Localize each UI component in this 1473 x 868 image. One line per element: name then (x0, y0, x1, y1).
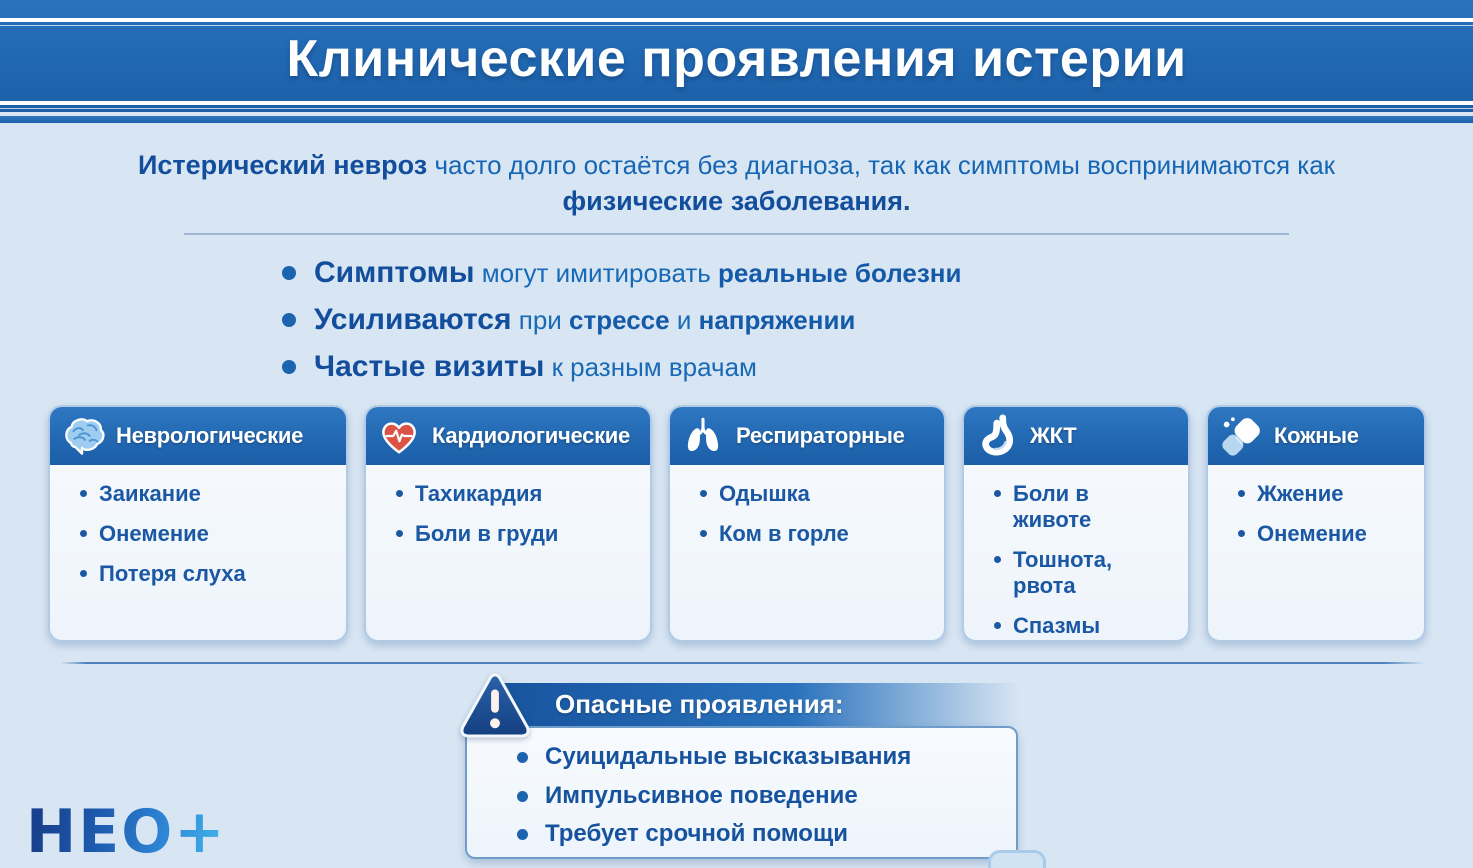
banner-divider-line (0, 18, 1473, 22)
key-point-regular: и (676, 305, 692, 336)
banner-accent-strip (0, 116, 1473, 123)
bullet-dot (517, 752, 528, 763)
bullet-dot (80, 570, 87, 577)
symptom-item (80, 481, 338, 507)
card-title: Кардиологические (432, 422, 630, 448)
symptom-item (396, 521, 642, 547)
bullet-dot (517, 829, 528, 840)
patch-icon (1218, 413, 1264, 459)
symptom-label: Потеря слуха (99, 560, 246, 586)
bullet-dot (994, 622, 1001, 629)
bullet-dot (282, 266, 296, 280)
warning-triangle-icon (456, 670, 534, 742)
card-gastrointestinal (962, 405, 1190, 642)
card-symptom-list (366, 465, 650, 561)
card-header (366, 407, 650, 465)
banner-divider-line (0, 108, 1473, 109)
lungs-icon (680, 413, 726, 459)
heart-ekg-icon (376, 413, 422, 459)
bullet-dot (700, 530, 707, 537)
card-title: Неврологические (116, 422, 304, 448)
key-point-lead: Усиливаются (314, 303, 512, 337)
bullet-dot (80, 530, 87, 537)
bullet-dot (282, 313, 296, 327)
intro-text (127, 147, 1347, 220)
symptom-label: Одышка (719, 480, 810, 506)
key-point-emphasis: стрессе (569, 305, 670, 336)
warning-label: Требует срочной помощи (545, 820, 848, 848)
symptom-label: Заикание (99, 480, 201, 506)
warning-box (465, 726, 1018, 859)
key-point (282, 303, 1473, 338)
card-skin (1206, 405, 1426, 642)
key-point (282, 256, 1473, 291)
symptom-label: Онемение (1257, 520, 1367, 546)
symptom-label: Онемение (99, 520, 209, 546)
card-title: Кожные (1274, 422, 1359, 448)
card-title: ЖКТ (1030, 422, 1077, 448)
key-point-regular: при (518, 305, 562, 336)
key-point-emphasis: реальные болезни (718, 258, 962, 289)
symptom-label: Тахикардия (415, 480, 543, 506)
symptom-label: Спазмы (1013, 612, 1101, 638)
neo-plus-logo: НЕО+ (26, 797, 227, 867)
bullet-dot (396, 530, 403, 537)
symptom-label: Жжение (1257, 480, 1344, 506)
intro-tail-bold: физические заболевания. (562, 186, 911, 217)
divider-line (60, 662, 1425, 664)
symptom-item (1238, 521, 1416, 547)
symptom-item (994, 481, 1180, 533)
symptom-item (80, 561, 338, 587)
bullet-dot (994, 490, 1001, 497)
brain-icon (60, 413, 106, 459)
banner-divider-line (0, 101, 1473, 105)
key-point-regular: к разным врачам (551, 352, 757, 383)
symptom-item (994, 613, 1180, 639)
bullet-dot (994, 556, 1001, 563)
card-symptom-list (670, 465, 944, 561)
divider-line (184, 233, 1289, 235)
banner-divider-line (0, 25, 1473, 26)
symptom-label: Боли в груди (415, 520, 559, 546)
symptom-cards-row (0, 405, 1473, 642)
bullet-dot (396, 490, 403, 497)
card-neurological (48, 405, 348, 642)
title-banner (0, 0, 1473, 112)
page-title: Клинические проявления истерии (286, 30, 1187, 88)
key-points-list (282, 256, 1473, 385)
card-symptom-list (964, 465, 1188, 642)
symptom-item (80, 521, 338, 547)
symptom-item (700, 481, 936, 507)
card-title: Респираторные (736, 422, 905, 448)
bullet-dot (282, 360, 296, 374)
stomach-icon (974, 413, 1020, 459)
symptom-label: Тошнота, рвота (1013, 546, 1113, 598)
symptom-label: Боли в животе (1013, 480, 1092, 532)
card-header (964, 407, 1188, 465)
intro-lead-bold: Истерический невроз (137, 150, 428, 180)
key-point-emphasis: напряжении (698, 305, 856, 336)
warning-title: Опасные проявления: (555, 688, 844, 719)
card-header (50, 407, 346, 465)
warning-label: Суицидальные высказывания (545, 742, 912, 770)
warning-header-band (497, 683, 1037, 726)
bullet-dot (517, 791, 528, 802)
card-header (670, 407, 944, 465)
card-symptom-list (50, 465, 346, 601)
symptom-item (700, 521, 936, 547)
bullet-dot (1238, 530, 1245, 537)
warning-item (517, 782, 1006, 811)
key-point-lead: Частые визиты (314, 350, 545, 384)
key-point-regular: могут имитировать (481, 258, 711, 289)
card-symptom-list (1208, 465, 1424, 561)
decorative-shape (988, 850, 1046, 868)
bullet-dot (80, 490, 87, 497)
key-point (282, 350, 1473, 385)
bullet-dot (700, 490, 707, 497)
intro-body-text: часто долго остаётся без диагноза, так как симптомы воспринимаются как (434, 150, 1336, 180)
card-respiratory (668, 405, 946, 642)
symptom-item (396, 481, 642, 507)
card-cardiological (364, 405, 652, 642)
warning-item (517, 820, 1006, 849)
key-point-lead: Симптомы (314, 256, 475, 290)
card-header (1208, 407, 1424, 465)
key-point-text (314, 303, 855, 338)
symptom-item (994, 547, 1180, 599)
symptom-label: Ком в горле (719, 520, 849, 546)
warning-item (517, 743, 1006, 772)
key-point-text (314, 256, 961, 291)
symptom-item (1238, 481, 1416, 507)
warning-list (517, 743, 1006, 849)
key-point-text (314, 350, 757, 385)
warning-label: Импульсивное поведение (545, 781, 858, 809)
bullet-dot (1238, 490, 1245, 497)
